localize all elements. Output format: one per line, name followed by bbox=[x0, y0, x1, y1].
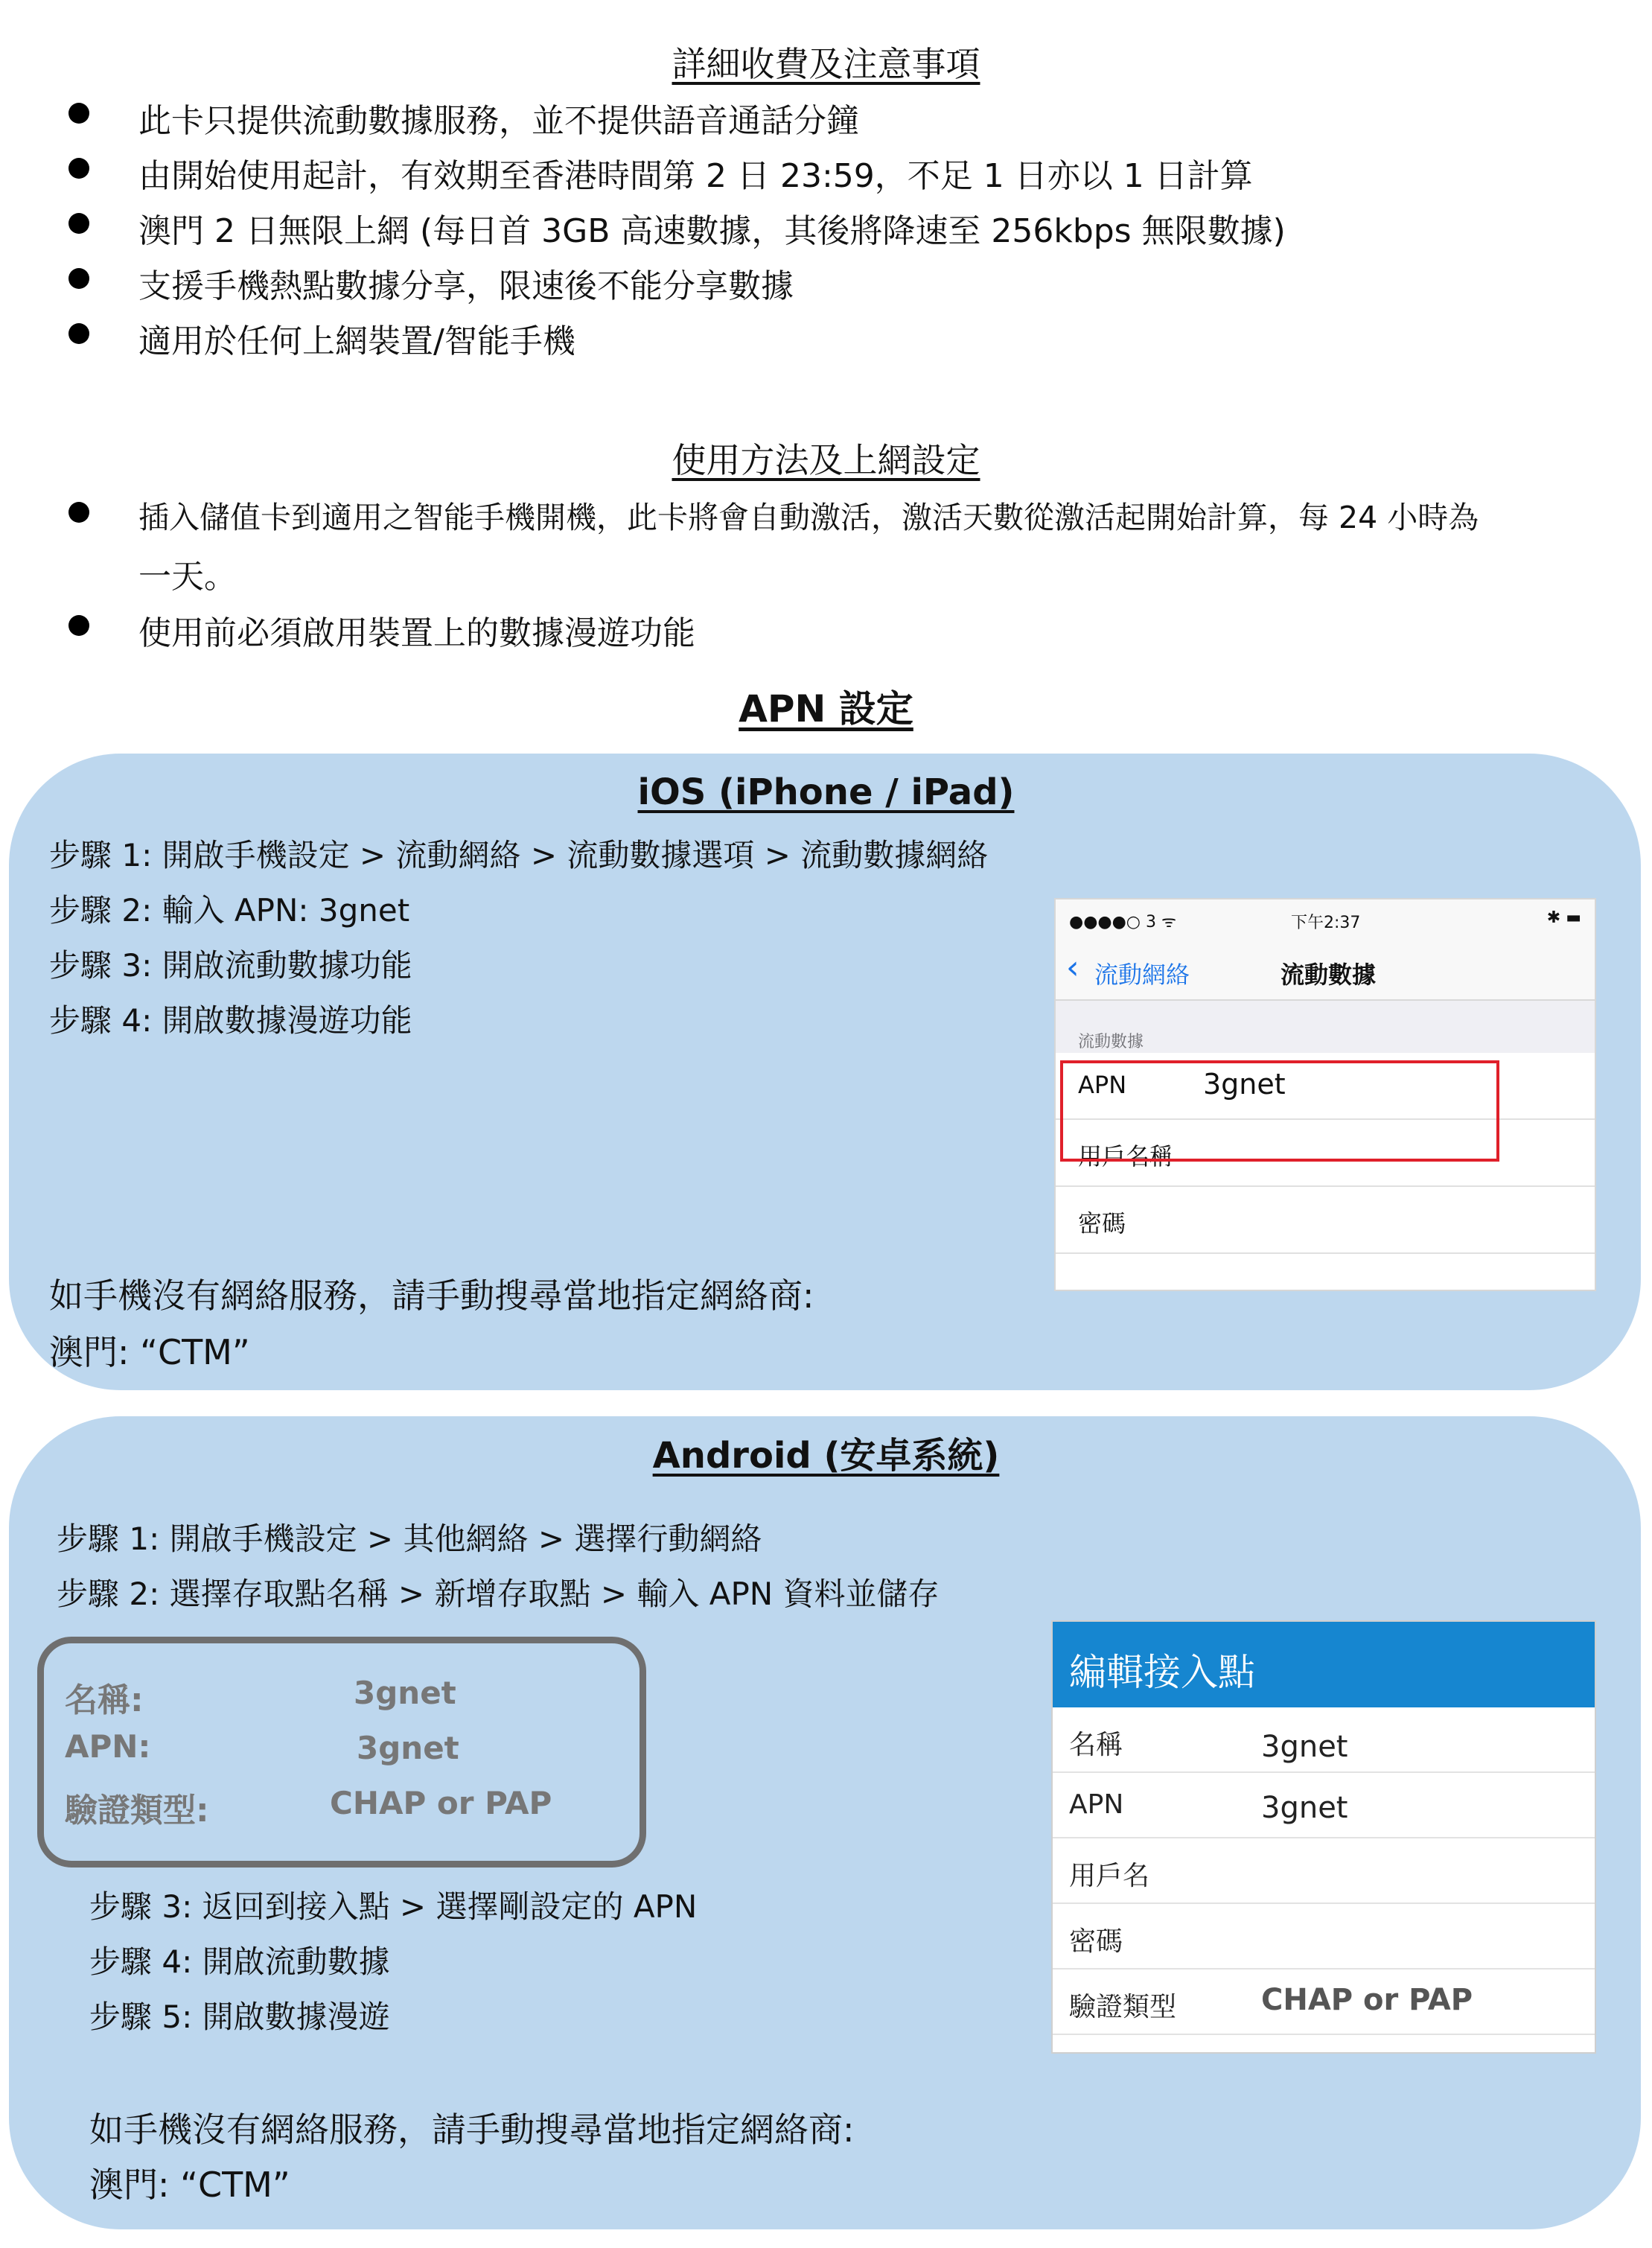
apn-heading: APN 設定 bbox=[739, 687, 913, 730]
android-heading: Android (安卓系統) bbox=[652, 1435, 1000, 1477]
username-row[interactable]: 用戶名 bbox=[1053, 1838, 1595, 1904]
status-bar bbox=[1056, 899, 1595, 940]
android-network-operator: 澳門: “CTM” bbox=[89, 2165, 290, 2205]
chevron-left-icon: ‹ bbox=[1066, 949, 1079, 987]
auth-type-row[interactable]: 驗證類型 CHAP or PAP bbox=[1053, 1970, 1595, 2035]
name-value: 3gnet bbox=[354, 1675, 456, 1711]
android-step-4: 步驟 4: 開啟流動數據 bbox=[89, 1943, 390, 1980]
android-screenshot bbox=[1051, 1620, 1596, 2054]
charges-heading: 詳細收費及注意事項 bbox=[672, 44, 980, 84]
bullet-icon bbox=[68, 213, 89, 234]
password-row[interactable]: 密碼 bbox=[1056, 1187, 1595, 1254]
android-step-1: 步驟 1: 開啟手機設定 > 其他網絡 > 選擇行動網絡 bbox=[57, 1521, 762, 1557]
android-step-2: 步驟 2: 選擇存取點名稱 > 新增存取點 > 輸入 APN 資料並儲存 bbox=[57, 1576, 940, 1612]
ios-screenshot bbox=[1054, 898, 1596, 1291]
android-network-note: 如手機沒有網絡服務，請手動搜尋當地指定網絡商: bbox=[89, 2110, 855, 2150]
bullet-icon bbox=[68, 103, 89, 124]
name-label: 名稱: bbox=[65, 1681, 144, 1719]
status-time: 下午2:37 bbox=[1291, 914, 1361, 932]
highlight-box bbox=[1060, 1060, 1499, 1162]
bullet-icon bbox=[68, 323, 89, 344]
auth-value: CHAP or PAP bbox=[330, 1785, 552, 1821]
apn-value: 3gnet bbox=[1203, 1068, 1286, 1101]
apn-row[interactable]: APN 3gnet bbox=[1053, 1773, 1595, 1838]
bullet-icon bbox=[68, 158, 89, 179]
usage-heading: 使用方法及上網設定 bbox=[672, 440, 980, 480]
bullet-icon bbox=[68, 502, 89, 523]
apn-settings-box bbox=[37, 1637, 646, 1868]
android-step-5: 步驟 5: 開啟數據漫遊 bbox=[89, 1999, 390, 2035]
ios-step-4: 步驟 4: 開啟數據漫遊功能 bbox=[49, 1002, 412, 1039]
ios-step-2: 步驟 2: 輸入 APN: 3gnet bbox=[49, 892, 410, 929]
bullet-icon bbox=[68, 615, 89, 636]
apn-value: 3gnet bbox=[357, 1730, 459, 1766]
bullet-icon bbox=[68, 268, 89, 289]
auth-label: 驗證類型: bbox=[65, 1792, 209, 1830]
apn-label: APN: bbox=[65, 1728, 151, 1765]
signal-icon: ●●●●○ 3 ᯤ bbox=[1069, 913, 1177, 932]
ios-heading: iOS (iPhone / iPad) bbox=[637, 771, 1015, 813]
ios-network-note: 如手機沒有網絡服務，請手動搜尋當地指定網絡商: bbox=[49, 1276, 814, 1316]
battery-icon: ✱ ▬ bbox=[1546, 908, 1581, 927]
back-button[interactable]: 流動網絡 bbox=[1094, 961, 1190, 989]
ios-step-3: 步驟 3: 開啟流動數據功能 bbox=[49, 947, 412, 984]
name-row[interactable]: 名稱 3gnet bbox=[1053, 1707, 1595, 1773]
edit-apn-header: 編輯接入點 bbox=[1053, 1622, 1595, 1707]
nav-bar bbox=[1056, 940, 1595, 1001]
ios-network-operator: 澳門: “CTM” bbox=[49, 1332, 250, 1372]
ios-step-1: 步驟 1: 開啟手機設定 > 流動網絡 > 流動數據選項 > 流動數據網絡 bbox=[49, 837, 989, 873]
nav-title: 流動數據 bbox=[1281, 961, 1377, 989]
username-row[interactable]: 用戶名稱 bbox=[1056, 1120, 1595, 1187]
group-header: 流動數據 bbox=[1056, 1001, 1595, 1053]
android-step-3: 步驟 3: 返回到接入點 > 選擇剛設定的 APN bbox=[89, 1888, 698, 1925]
apn-row[interactable]: APN 3gnet bbox=[1056, 1053, 1595, 1120]
password-row[interactable]: 密碼 bbox=[1053, 1904, 1595, 1970]
